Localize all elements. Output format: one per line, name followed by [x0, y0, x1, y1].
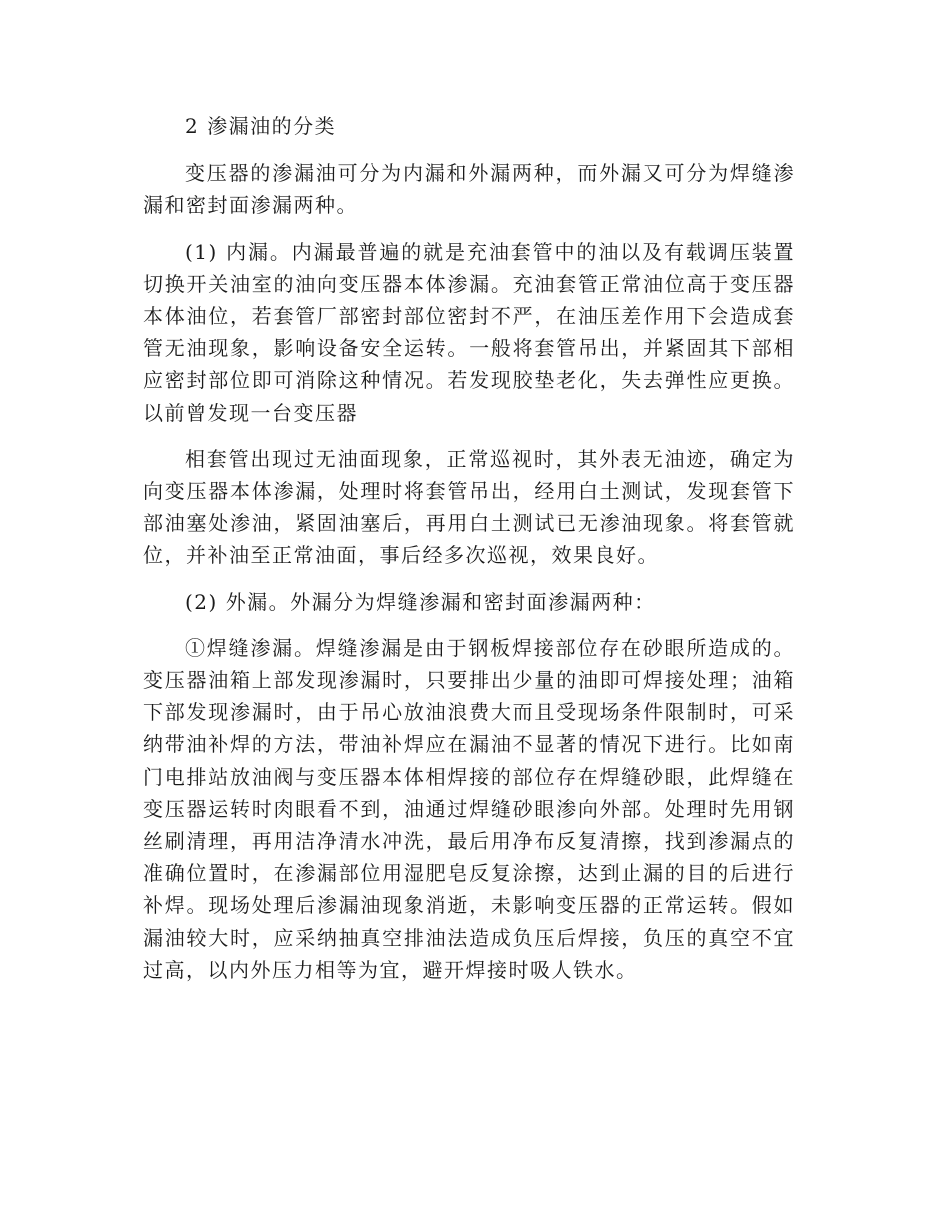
section-heading: 2 渗漏油的分类 — [185, 114, 337, 138]
paragraph-external-leak: (2) 外漏。外漏分为焊缝渗漏和密封面渗漏两种： — [185, 589, 656, 614]
paragraph-bushing-case: 相套管出现过无油面现象，正常巡视时，其外表无油迹，确定为向变压器本体渗漏，处理时将套管吊出，经用白土测试，发现套管下部油塞处渗油，紧固油塞后，再用白土测试已无渗油现象。将套管就位，并补油至正常油面，事后经多次巡视，效果良好。 — [143, 446, 795, 568]
paragraph-weld-leak: ①焊缝渗漏。焊缝渗漏是由于钢板焊接部位存在砂眼所造成的。变压器油箱上部发现渗漏时，只要排出少量的油即可焊接处理；油箱下部发现渗漏时，由于吊心放油浪费大而且受现场条件限制时，可采纳带油补焊的方法，带油补焊应在漏油不显著的情况下进行。比如南门电排站放油阀与变压器本体相焊接的部位存在焊缝砂眼，此焊缝在变压器运转时肉眼看不到，油通过焊缝砂眼渗向外部。处理时先用钢丝刷清理，再用洁净清水冲洗，最后用净布反复清擦，找到渗漏点的准确位置时，在渗漏部位用湿肥皂反复涂擦，达到止漏的目的后进行补焊。现场处理后渗漏油现象消逝，未影响变压器的正常运转。假如漏油较大时，应采纳抽真空排油法造成负压后焊接，负压的真空不宜过高，以内外压力相等为宜，避开焊接时吸人铁水。 — [143, 635, 795, 982]
document-body — [143, 110, 795, 986]
paragraph-classification-intro: 变压器的渗漏油可分为内漏和外漏两种，而外漏又可分为焊缝渗漏和密封面渗漏两种。 — [143, 161, 795, 218]
paragraph-internal-leak: (1) 内漏。内漏最普遍的就是充油套管中的油以及有载调压装置切换开关油室的油向变压器本体渗漏。充油套管正常油位高于变压器本体油位，若套管厂部密封部位密封不严，在油压差作用下会造成套管无油现象，影响设备安全运转。一般将套管吊出，并紧固其下部相应密封部位即可消除这种情况。若发现胶垫老化，失去弹性应更换。以前曾发现一台变压器 — [143, 239, 795, 425]
